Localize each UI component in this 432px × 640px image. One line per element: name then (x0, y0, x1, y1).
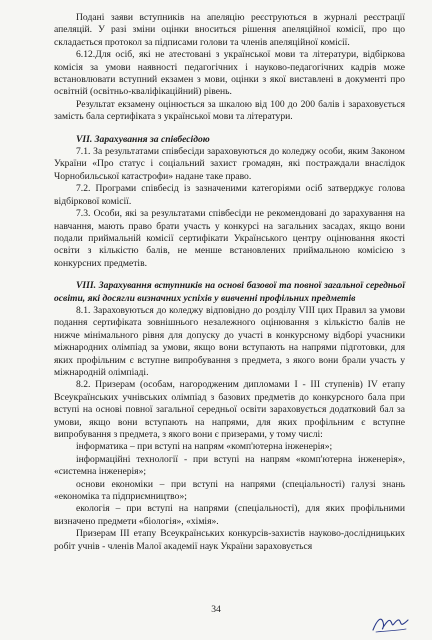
list-item: інформаційні технології - при вступі на напрям «комп'ютерна інженерія», «системна інженерія»; (54, 453, 405, 478)
page-number: 34 (211, 604, 221, 615)
paragraph: 7.3. Особи, які за результатами співбесіди не рекомендовані до зарахування на навчання, мають право брати участь у конкурсі на загальних засадах, якщо вони подали приймальній комісії сертифікати Українського центру оцінювання якості освіти з кількістю балів, не менше встановлених приймальною комісією з конкурсних предметів. (54, 208, 405, 269)
paragraph: Призерам III етапу Всеукраїнських конкурсів-захистів науково-дослідницьких робіт учнів - членів Малої академії наук України зараховується (54, 528, 405, 552)
section-7 (54, 134, 405, 270)
section-8-title: VIII. Зарахування вступників на основі базової та повної загальної середньої освіти, які досягли визначних успіхів у вивченні профільних предметів (54, 280, 405, 304)
paragraph: 6.12.Для осіб, які не атестовані з української мови та літератури, відбіркова комісія за умови наявності педагогічних і науково-педагогічних кадрів може встановлювати вступний екзамен з мови, оцінки з якої виставлені в документі про освітній (освітньо-кваліфікаційний) рівень. (54, 49, 405, 98)
paragraph: Результат екзамену оцінюється за шкалою від 100 до 200 балів і зараховується замість бала сертифіката з української мови та літератури. (54, 98, 405, 123)
paragraph: 7.1. За результатами співбесіди зараховуються до коледжу особи, яким Законом України «Про статус і соціальний захист громадян, які постраждали внаслідок Чорнобильської катастрофи» надане таке право. (54, 146, 405, 182)
section-7-title: VII. Зарахування за співбесідою (76, 133, 210, 145)
paragraph: Подані заяви вступників на апеляцію реєструються в журналі реєстрації апеляцій. У разі зміни оцінки вноситься рішення апеляційної комісії, про що складається протокол за підписами голови та членів апеляційної комісії. (54, 12, 405, 48)
list-item: основи економіки – при вступі на напрями (спеціальності) галузі знань «економіка та підприємництво»; (54, 478, 405, 503)
list-item: інформатика – при вступі на напрям «комп'ютерна інженерія»; (76, 441, 333, 453)
intro-paragraphs (54, 12, 405, 124)
paragraph: 8.1. Зараховуються до коледжу відповідно до розділу VIII цих Правил за умови подання сертифіката зовнішнього незалежного оцінювання з кількістю балів не нижче мінімального рівня для допуску до участі в конкурсному відборі учасники міжнародних олімпіад за умови, якщо вони вступають на напрями підготовки, для яких профільним є вступне випробування з предмета, з якого вони брали участь у міжнародній олімпіаді. (54, 304, 405, 378)
paragraph: 8.2. Призерам (особам, нагородженим дипломами I - III ступенів) IV етапу Всеукраїнських учнівських олімпіад з базових предметів до конкурсного бала при вступі на основі повної загальної середньої освіти зараховується додатковий бал за умови, якщо вони вступають на напрями, для яких профільним є вступне випробування з предмета, з якого вони є призерами, у тому числі: (54, 379, 405, 440)
signature-icon (370, 612, 410, 636)
section-8 (54, 280, 405, 553)
paragraph: 7.2. Програми співбесід із зазначеними категоріями осіб затверджує голова відбіркової комісії. (54, 183, 405, 207)
list-item: екологія – при вступі на напрями (спеціальності), для яких профільними визначено предмети «біологія», «хімія». (54, 503, 405, 527)
